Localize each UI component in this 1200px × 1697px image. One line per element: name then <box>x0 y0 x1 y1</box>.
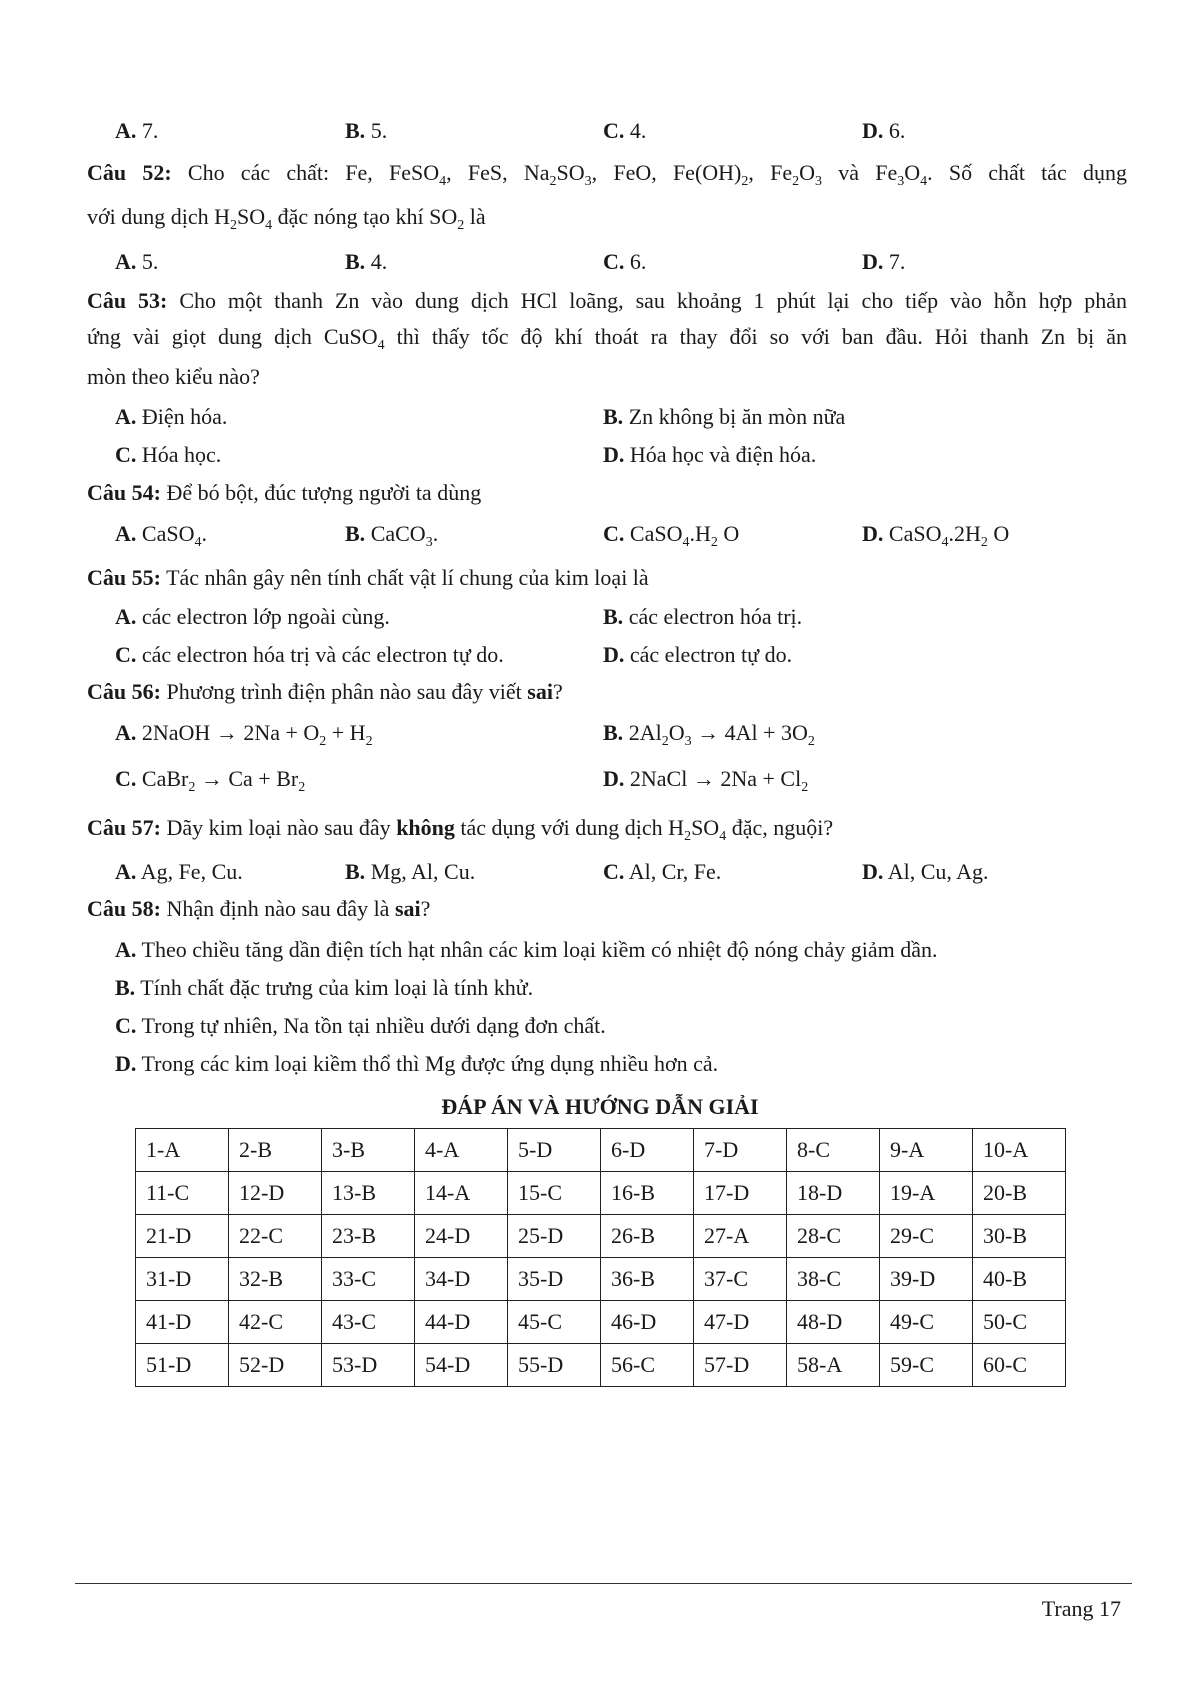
q57-option-b: B. Mg, Al, Cu. <box>345 859 476 884</box>
answer-cell: 9-A <box>880 1129 973 1172</box>
answer-cell: 26-B <box>601 1215 694 1258</box>
answer-cell: 10-A <box>973 1129 1066 1172</box>
answer-cell: 56-C <box>601 1344 694 1387</box>
answer-cell: 51-D <box>136 1344 229 1387</box>
q56-text: Câu 56: Phương trình điện phân nào sau đây viết sai? <box>87 679 563 704</box>
q52-option-d: D. 7. <box>862 249 906 274</box>
answer-cell: 8-C <box>787 1129 880 1172</box>
answer-cell: 31-D <box>136 1258 229 1301</box>
answer-cell: 35-D <box>508 1258 601 1301</box>
answer-cell: 29-C <box>880 1215 973 1258</box>
table-row <box>136 1172 1066 1215</box>
q55-option-a: A. các electron lớp ngoài cùng. <box>115 604 390 629</box>
answer-cell: 34-D <box>415 1258 508 1301</box>
answer-cell: 60-C <box>973 1344 1066 1387</box>
q58-text: Câu 58: Nhận định nào sau đây là sai? <box>87 896 431 921</box>
answer-cell: 28-C <box>787 1215 880 1258</box>
answer-cell: 7-D <box>694 1129 787 1172</box>
answer-cell: 2-B <box>229 1129 322 1172</box>
q52-option-c: C. 6. <box>603 249 647 274</box>
answers-title: ĐÁP ÁN VÀ HƯỚNG DẪN GIẢI <box>441 1094 759 1119</box>
answer-table <box>135 1128 1066 1387</box>
q55-option-d: D. các electron tự do. <box>603 642 793 667</box>
page-number: Trang 17 <box>1041 1596 1121 1621</box>
answer-cell: 27-A <box>694 1215 787 1258</box>
q53-text-line-1: Câu 53: Cho một thanh Zn vào dung dịch HCl loãng, sau khoảng 1 phút lại cho tiếp vào hỗn hợp phản <box>87 288 1128 313</box>
answer-cell: 39-D <box>880 1258 973 1301</box>
answer-cell: 47-D <box>694 1301 787 1344</box>
q58-option-d: D. Trong các kim loại kiềm thổ thì Mg được ứng dụng nhiều hơn cả. <box>115 1051 719 1076</box>
answer-cell: 32-B <box>229 1258 322 1301</box>
answer-cell: 14-A <box>415 1172 508 1215</box>
answer-cell: 48-D <box>787 1301 880 1344</box>
answer-cell: 3-B <box>322 1129 415 1172</box>
table-row <box>136 1344 1066 1387</box>
answer-cell: 16-B <box>601 1172 694 1215</box>
answer-cell: 22-C <box>229 1215 322 1258</box>
answer-cell: 59-C <box>880 1344 973 1387</box>
answer-cell: 54-D <box>415 1344 508 1387</box>
answer-cell: 41-D <box>136 1301 229 1344</box>
q53-option-d: D. Hóa học và điện hóa. <box>603 442 817 467</box>
answer-cell: 30-B <box>973 1215 1066 1258</box>
q54-option-d: D. $CaSO_4.2H_2$ O <box>862 521 1010 550</box>
q52-option-b: B. 4. <box>345 249 388 274</box>
q52-text-line-1: Câu 52: Cho các chất: Fe, FeSO$_4$, FeS, $Na_2SO_3$, FeO, $Fe(OH)_2$, $Fe_2O_3$ và $Fe_3O_4$. Số chất tác dụng <box>87 160 1128 189</box>
q57-option-d: D. Al, Cu, Ag. <box>862 859 989 884</box>
answer-cell: 44-D <box>415 1301 508 1344</box>
answer-cell: 24-D <box>415 1215 508 1258</box>
answer-cell: 58-A <box>787 1344 880 1387</box>
q51-option-c: C. 4. <box>603 118 647 143</box>
answer-cell: 55-D <box>508 1344 601 1387</box>
q53-option-c: C. Hóa học. <box>115 442 222 467</box>
answer-cell: 57-D <box>694 1344 787 1387</box>
table-row <box>136 1258 1066 1301</box>
q57-text: Câu 57: Dãy kim loại nào sau đây không tác dụng với dung dịch $H_2SO_4$ đặc, nguội? <box>87 815 834 844</box>
q55-text: Câu 55: Tác nhân gây nên tính chất vật lí chung của kim loại là <box>87 565 649 590</box>
q53-text-line-3: mòn theo kiểu nào? <box>87 364 260 389</box>
answer-cell: 53-D <box>322 1344 415 1387</box>
q53-option-a: A. Điện hóa. <box>115 404 228 429</box>
answer-cell: 19-A <box>880 1172 973 1215</box>
q54-option-a: A. CaSO$_4$. <box>115 521 207 550</box>
answer-cell: 49-C <box>880 1301 973 1344</box>
q54-text: Câu 54: Để bó bột, đúc tượng người ta dùng <box>87 480 482 505</box>
q56-option-b: B. $2Al_2O_3 \to 4Al + 3O_2$ <box>603 720 815 749</box>
q52-text-line-2: với dung dịch $H_2SO_4$ đặc nóng tạo khí $SO_2$ là <box>87 204 486 233</box>
answer-cell: 20-B <box>973 1172 1066 1215</box>
q57-option-a: A. Ag, Fe, Cu. <box>115 859 243 884</box>
table-row <box>136 1215 1066 1258</box>
answer-cell: 42-C <box>229 1301 322 1344</box>
answer-cell: 25-D <box>508 1215 601 1258</box>
q53-option-b: B. Zn không bị ăn mòn nữa <box>603 404 846 429</box>
answer-cell: 21-D <box>136 1215 229 1258</box>
answer-cell: 15-C <box>508 1172 601 1215</box>
q55-option-c: C. các electron hóa trị và các electron tự do. <box>115 642 504 667</box>
answer-cell: 13-B <box>322 1172 415 1215</box>
q54-option-c: C. $CaSO_4.H_2$ O <box>603 521 740 550</box>
footer-divider <box>75 1583 1132 1584</box>
answer-cell: 33-C <box>322 1258 415 1301</box>
q55-option-b: B. các electron hóa trị. <box>603 604 803 629</box>
answer-cell: 12-D <box>229 1172 322 1215</box>
q56-option-c: C. CaBr$_2$ → $Ca + Br_2$ <box>115 766 306 795</box>
q52-option-a: A. 5. <box>115 249 159 274</box>
q53-text-line-2: ứng vài giọt dung dịch CuSO$_4$ thì thấy tốc độ khí thoát ra thay đổi so với ban đầu. Hỏi thanh Zn bị ăn <box>87 324 1127 353</box>
q56-option-d: D. 2NaCl → $2Na + Cl_2$ <box>603 766 809 795</box>
q58-option-c: C. Trong tự nhiên, Na tồn tại nhiều dưới dạng đơn chất. <box>115 1013 606 1038</box>
q51-option-a: A. 7. <box>115 118 159 143</box>
q58-option-a: A. Theo chiều tăng dần điện tích hạt nhân các kim loại kiềm có nhiệt độ nóng chảy giảm dần. <box>115 937 938 962</box>
q51-option-b: B. 5. <box>345 118 388 143</box>
answer-cell: 23-B <box>322 1215 415 1258</box>
answer-cell: 18-D <box>787 1172 880 1215</box>
answer-cell: 40-B <box>973 1258 1066 1301</box>
table-row <box>136 1301 1066 1344</box>
answer-cell: 1-A <box>136 1129 229 1172</box>
q56-option-a: A. 2NaOH → $2Na + O_2 + H_2$ <box>115 720 373 749</box>
table-row <box>136 1129 1066 1172</box>
q54-option-b: B. CaCO$_3$. <box>345 521 439 550</box>
answer-cell: 50-C <box>973 1301 1066 1344</box>
answer-cell: 43-C <box>322 1301 415 1344</box>
answer-cell: 5-D <box>508 1129 601 1172</box>
answer-cell: 11-C <box>136 1172 229 1215</box>
answer-cell: 37-C <box>694 1258 787 1301</box>
answer-cell: 46-D <box>601 1301 694 1344</box>
answer-cell: 6-D <box>601 1129 694 1172</box>
answer-cell: 52-D <box>229 1344 322 1387</box>
q51-option-d: D. 6. <box>862 118 906 143</box>
answer-cell: 45-C <box>508 1301 601 1344</box>
q57-option-c: C. Al, Cr, Fe. <box>603 859 722 884</box>
answer-cell: 4-A <box>415 1129 508 1172</box>
answer-cell: 36-B <box>601 1258 694 1301</box>
answer-cell: 17-D <box>694 1172 787 1215</box>
q58-option-b: B. Tính chất đặc trưng của kim loại là tính khử. <box>115 975 534 1000</box>
answer-cell: 38-C <box>787 1258 880 1301</box>
